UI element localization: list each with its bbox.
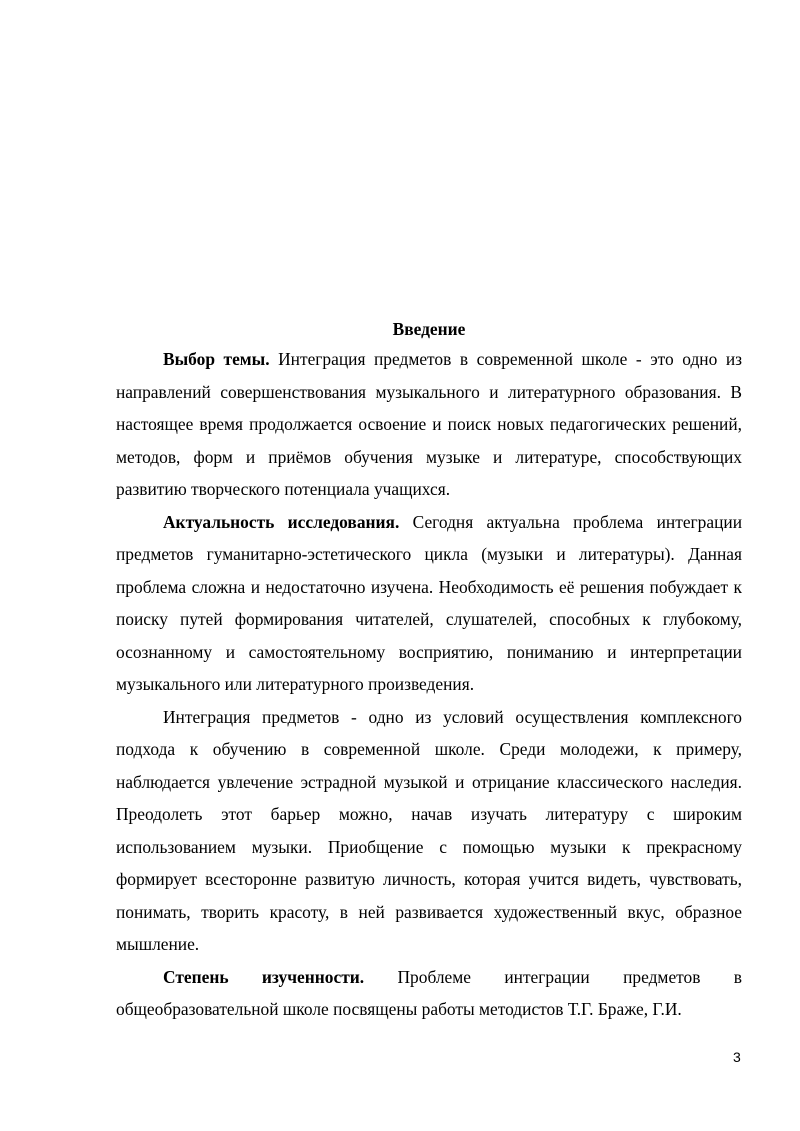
- paragraph-text: Интеграция предметов - одно из условий осуществления комплексного подхода к обучению в современной школе. Среди молодежи, к примеру, наблюдается увлечение эстрадной музыкой и отрицание классического наследия. Преодолеть этот барьер можно, начав изучать литературу с широким использованием музыки. Приобщение с помощью музыки к прекрасному формирует всесторонне развитую личность, которая учится видеть, чувствовать, понимать, творить красоту, в ней развивается художественный вкус, образное мышление.: [116, 706, 742, 954]
- paragraph-lead: Актуальность исследования.: [163, 511, 400, 532]
- section-heading: Введение: [392, 319, 466, 339]
- paragraph-lead: Степень изученности.: [163, 966, 365, 987]
- page-number: 3: [733, 1049, 741, 1065]
- page-body: [116, 315, 742, 1026]
- paragraph-text: Интеграция предметов в современной школе - это одно из направлений совершенствования музыкального и литературного образования. В настоящее время продолжается освоение и поиск новых педагогических решений, методов, форм и приёмов обучения музыке и литературе, способствующих развитию творческого потенциала учащихся.: [116, 349, 743, 499]
- paragraph-topic-choice: [116, 343, 742, 506]
- paragraph-text: Проблеме интеграции предметов в общеобразовательной школе посвящены работы методистов Т.Г. Браже, Г.И.: [116, 966, 743, 1019]
- paragraph-text: Сегодня актуальна проблема интеграции предметов гуманитарно-эстетического цикла (музыки и литературы). Данная проблема сложна и недостаточно изучена. Необходимость её решения побуждает к поиску путей формирования читателей, слушателей, способных к глубокому, осознанному и самостоятельному восприятию, пониманию и интерпретации музыкального или литературного произведения.: [116, 511, 743, 694]
- paragraph-degree-of-study: [116, 961, 742, 1026]
- paragraph-lead: Выбор темы.: [163, 349, 270, 369]
- paragraph-relevance: [116, 506, 742, 701]
- paragraph-integration: [116, 701, 742, 961]
